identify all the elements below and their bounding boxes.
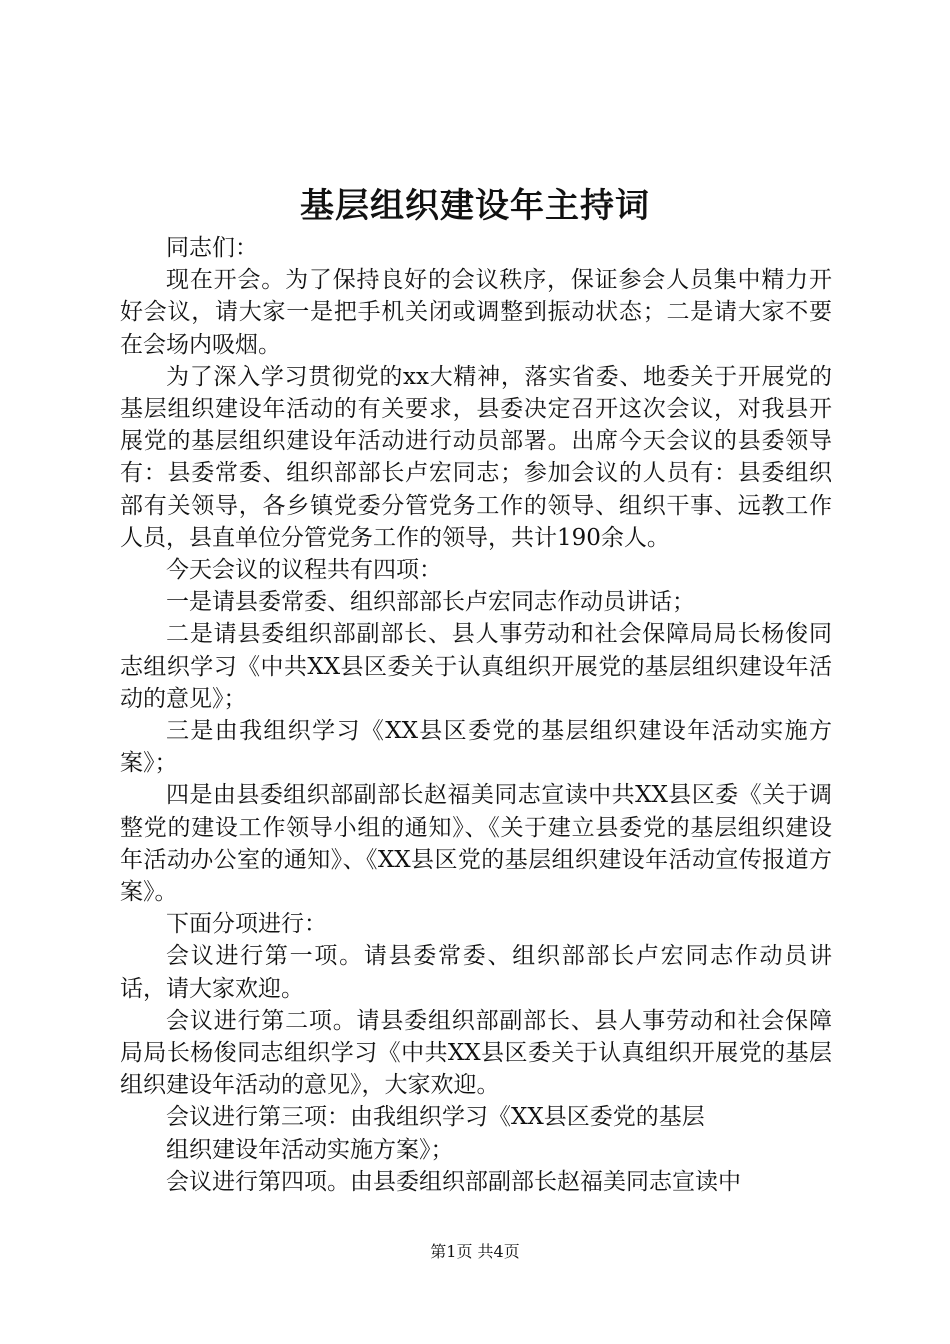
paragraph: 组织建设年活动实施方案》；	[166, 1136, 454, 1163]
paragraph: 会议进行第一项。请县委常委、组织部部长卢宏同志作动员讲话，请大家欢迎。	[120, 943, 832, 1002]
paragraph: 下面分项进行：	[166, 911, 327, 938]
document-body	[120, 232, 832, 1198]
paragraph: 会议进行第四项。由县委组织部副部长赵福美同志宣读中	[166, 1168, 741, 1195]
paragraph: 为了深入学习贯彻党的xx大精神，落实省委、地委关于开展党的基层组织建设年活动的有关要求，县委决定召开这次会议，对我县开展党的基层组织建设年活动进行动员部署。出席今天会议的县委领导有：县委常委、组织部部长卢宏同志；参加会议的人员有：县委组织部有关领导，各乡镇党委分管党务工作的领导、组织干事、远教工作人员，县直单位分管党务工作的领导，共计190余人。	[120, 363, 832, 551]
paragraph: 三是由我组织学习《XX县区委党的基层组织建设年活动实施方案》；	[120, 718, 832, 777]
paragraph: 同志们：	[166, 235, 258, 261]
document-title: 基层组织建设年主持词	[300, 186, 650, 226]
paragraph: 一是请县委常委、组织部部长卢宏同志作动员讲话；	[166, 589, 695, 616]
paragraph: 四是由县委组织部副部长赵福美同志宣读中共XX县区委《关于调整党的建设工作领导小组的通知》、《关于建立县委党的基层组织建设年活动办公室的通知》、《XX县区党的基层组织建设年活动宣传报道方案》。	[120, 782, 832, 906]
paragraph: 会议进行第三项：由我组织学习《XX县区委党的基层	[166, 1104, 705, 1131]
paragraph: 二是请县委组织部副部长、县人事劳动和社会保障局局长杨俊同志组织学习《中共XX县区委关于认真组织开展党的基层组织建设年活动的意见》；	[120, 621, 832, 712]
paragraph: 会议进行第二项。请县委组织部副部长、县人事劳动和社会保障局局长杨俊同志组织学习《中共XX县区委关于认真组织开展党的基层组织建设年活动的意见》，大家欢迎。	[120, 1007, 832, 1099]
page-number-footer: 第1页 共4页	[430, 1242, 520, 1261]
paragraph: 今天会议的议程共有四项：	[166, 557, 442, 584]
paragraph: 现在开会。为了保持良好的会议秩序，保证参会人员集中精力开好会议，请大家一是把手机关闭或调整到振动状态；二是请大家不要在会场内吸烟。	[120, 267, 832, 358]
